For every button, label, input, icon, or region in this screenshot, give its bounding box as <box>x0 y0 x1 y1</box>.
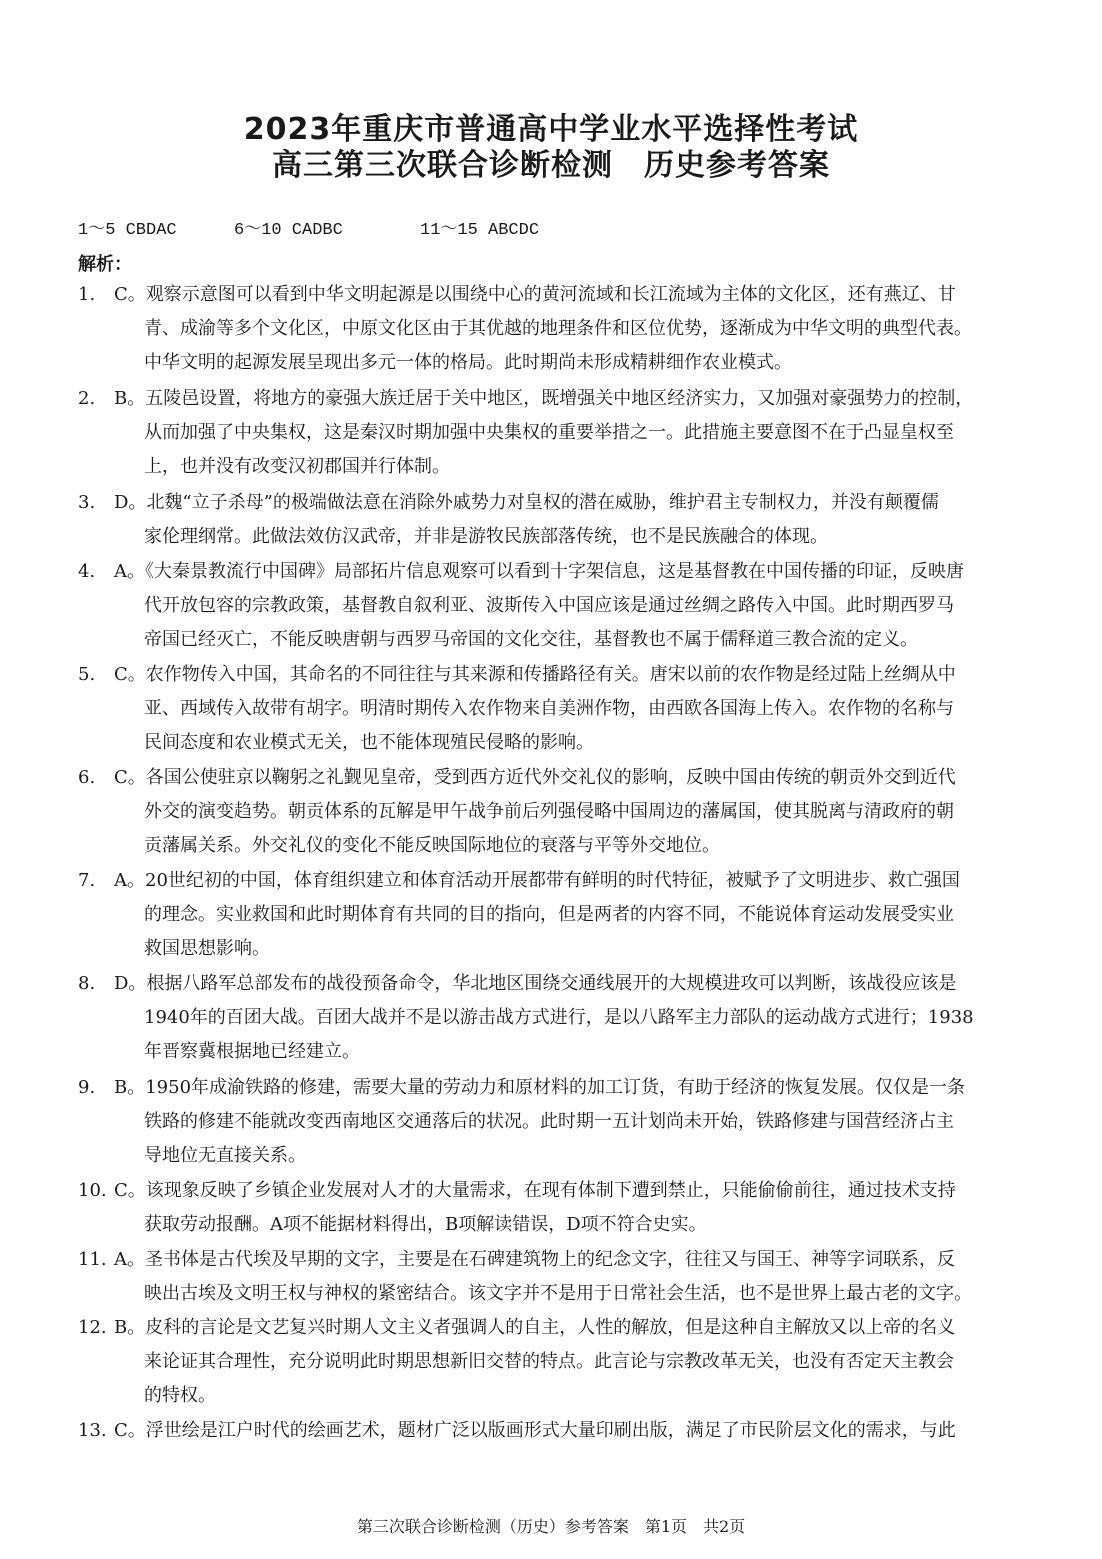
item-answer: A。 <box>114 1249 145 1270</box>
answer-key-group: 6～10 CADBC <box>234 221 343 240</box>
item-text-line: 上，也并没有改变汉初郡国并行体制。 <box>144 456 450 478</box>
item-answer: C。 <box>114 284 146 305</box>
item-text-line <box>78 1071 1024 1105</box>
item-text-line: 救国思想影响。 <box>144 938 270 960</box>
item-text-line <box>78 382 1024 416</box>
item-text-line <box>78 658 1024 692</box>
item-text: 20世纪初的中国，体育组织建立和体育活动开展都带有鲜明的时代特征，被赋予了文明进步、救亡强国 <box>145 870 960 891</box>
item-number: 2. <box>78 388 96 409</box>
analysis-item <box>78 1311 1024 1414</box>
analysis-item <box>78 1243 1024 1311</box>
item-text-line: 的特权。 <box>144 1385 216 1407</box>
item-text: 五陵邑设置，将地方的豪强大族迁居于关中地区，既增强关中地区经济实力，又加强对豪强势力的控制， <box>145 388 974 409</box>
item-number: 11. <box>78 1249 107 1270</box>
item-text-line <box>78 1311 1024 1345</box>
item-text-line <box>78 1174 1024 1208</box>
item-text-line: 帝国已经灭亡，不能反映唐朝与西罗马帝国的文化交往，基督教也不属于儒释道三教合流的定义。 <box>144 629 918 651</box>
item-text-line: 亚、西域传入故带有胡字。明清时期传入农作物来自美洲作物，由西欧各国海上传入。农作物的名称与 <box>144 698 954 720</box>
item-text-line <box>78 967 1024 1001</box>
analysis-heading: 解析： <box>78 254 132 275</box>
item-answer: C。 <box>114 1180 146 1201</box>
analysis-item <box>78 278 1024 381</box>
item-text-line <box>78 864 1024 898</box>
item-text-line: 贡藩属关系。外交礼仪的变化不能反映国际地位的衰落与平等外交地位。 <box>144 835 720 857</box>
item-text: 圣书体是古代埃及早期的文字，主要是在石碑建筑物上的纪念文字，往往又与国王、神等字词联系，反 <box>145 1249 955 1270</box>
item-text: 北魏“立子杀母”的极端做法意在消除外戚势力对皇权的潜在威胁，维护君主专制权力，并没有颠覆儒 <box>146 492 939 513</box>
item-text-line <box>78 486 1024 520</box>
item-number: 8. <box>78 973 96 994</box>
item-text: 浮世绘是江户时代的绘画艺术，题材广泛以版画形式大量印刷出版，满足了市民阶层文化的需求，与此 <box>145 1420 956 1441</box>
page-subtitle: 高三第三次联合诊断检测 历史参考答案 <box>272 148 830 183</box>
item-number: 9. <box>78 1077 96 1098</box>
answer-key-group: 11～15 ABCDC <box>420 221 540 240</box>
item-answer: B。 <box>114 388 146 409</box>
analysis-item <box>78 1071 1024 1174</box>
item-text-line <box>78 1243 1024 1277</box>
item-text: 观察示意图可以看到中华文明起源是以围绕中心的黄河流域和长江流域为主体的文化区，还有燕辽、甘 <box>145 284 956 305</box>
item-answer: D。 <box>114 492 147 513</box>
page-title: 2023年重庆市普通高中学业水平选择性考试 <box>243 112 859 147</box>
item-text-line: 家伦理纲常。此做法效仿汉武帝，并非是游牧民族部落传统，也不是民族融合的体现。 <box>144 526 828 548</box>
item-text-line: 来论证其合理性，充分说明此时期思想新旧交替的特点。此言论与宗教改革无关，也没有否定天主教会 <box>144 1351 954 1373</box>
item-text-line <box>78 555 1024 589</box>
item-text-line: 映出古埃及文明王权与神权的紧密结合。该文字并不是用于日常社会生活，也不是世界上最古老的文字。 <box>144 1283 972 1305</box>
item-number: 12. <box>78 1317 107 1338</box>
item-text-line <box>78 761 1024 795</box>
answer-key-group: 1～5 CBDAC <box>78 221 177 240</box>
item-text-line: 青、成渝等多个文化区，中原文化区由于其优越的地理条件和区位优势，逐渐成为中华文明的典型代表。 <box>144 318 972 340</box>
analysis-item <box>78 1414 1024 1448</box>
item-text-line: 获取劳动报酬。A项不能据材料得出，B项解读错误，D项不符合史实。 <box>144 1214 707 1236</box>
analysis-item <box>78 555 1024 658</box>
item-number: 13. <box>78 1420 107 1441</box>
item-text: 《大秦景教流行中国碑》局部拓片信息观察可以看到十字架信息，这是基督教在中国传播的印证，反映唐 <box>145 561 964 582</box>
analysis-item <box>78 658 1024 761</box>
item-text: 农作物传入中国，其命名的不同往往与其来源和传播路径有关。唐宋以前的农作物是经过陆上丝绸从中 <box>145 664 956 685</box>
item-text-line: 从而加强了中央集权，这是秦汉时期加强中央集权的重要举措之一。此措施主要意图不在于凸显皇权至 <box>144 422 954 444</box>
item-text-line: 导地位无直接关系。 <box>144 1145 306 1167</box>
analysis-item <box>78 864 1024 967</box>
item-answer: B。 <box>114 1077 146 1098</box>
item-answer: A。 <box>114 870 145 891</box>
analysis-item <box>78 967 1024 1070</box>
analysis-item <box>78 1174 1024 1242</box>
item-text: 1950年成渝铁路的修建，需要大量的劳动力和原材料的加工订货，有助于经济的恢复发展。仅仅是一条 <box>145 1077 966 1098</box>
item-text-line <box>78 278 1024 312</box>
item-text-line: 代开放包容的宗教政策，基督教自叙利亚、波斯传入中国应该是通过丝绸之路传入中国。此时期西罗马 <box>144 595 954 617</box>
item-text-line: 中华文明的起源发展呈现出多元一体的格局。此时期尚未形成精耕细作农业模式。 <box>144 352 792 374</box>
analysis-item <box>78 761 1024 864</box>
item-text-line: 民间态度和农业模式无关，也不能体现殖民侵略的影响。 <box>144 732 594 754</box>
item-answer: A。 <box>114 561 145 582</box>
item-answer: C。 <box>114 767 146 788</box>
item-answer: C。 <box>114 1420 146 1441</box>
analysis-item <box>78 486 1024 554</box>
item-number: 10. <box>78 1180 107 1201</box>
page-footer: 第三次联合诊断检测（历史）参考答案 第1页 共2页 <box>356 1517 746 1536</box>
item-number: 7. <box>78 870 96 891</box>
item-number: 4. <box>78 561 96 582</box>
item-text: 根据八路军总部发布的战役预备命令，华北地区围绕交通线展开的大规模进攻可以判断，该战役应该是 <box>146 973 957 994</box>
item-answer: B。 <box>114 1317 146 1338</box>
item-text-line: 年晋察冀根据地已经建立。 <box>144 1041 360 1063</box>
item-number: 6. <box>78 767 96 788</box>
item-answer: C。 <box>114 664 146 685</box>
item-text-line: 1940年的百团大战。百团大战并不是以游击战方式进行，是以八路军主力部队的运动战方式进行；1938 <box>144 1007 974 1029</box>
item-text-line: 铁路的修建不能就改变西南地区交通落后的状况。此时期一五计划尚未开始，铁路修建与国营经济占主 <box>144 1111 954 1133</box>
analysis-item <box>78 382 1024 485</box>
item-text-line <box>78 1414 1024 1448</box>
item-number: 3. <box>78 492 96 513</box>
item-text: 皮科的言论是文艺复兴时期人文主义者强调人的自主，人性的解放，但是这种自主解放又以上帝的名义 <box>145 1317 956 1338</box>
item-number: 1. <box>78 284 96 305</box>
item-text: 各国公使驻京以鞠躬之礼觐见皇帝，受到西方近代外交礼仪的影响，反映中国由传统的朝贡外交到近代 <box>145 767 956 788</box>
item-text-line: 的理念。实业救国和此时期体育有共同的目的指向，但是两者的内容不同，不能说体育运动发展受实业 <box>144 904 954 926</box>
item-number: 5. <box>78 664 96 685</box>
item-text: 该现象反映了乡镇企业发展对人才的大量需求，在现有体制下遭到禁止，只能偷偷前往，通过技术支持 <box>145 1180 956 1201</box>
item-text-line: 外交的演变趋势。朝贡体系的瓦解是甲午战争前后列强侵略中国周边的藩属国，使其脱离与清政府的朝 <box>144 801 954 823</box>
item-answer: D。 <box>114 973 147 994</box>
